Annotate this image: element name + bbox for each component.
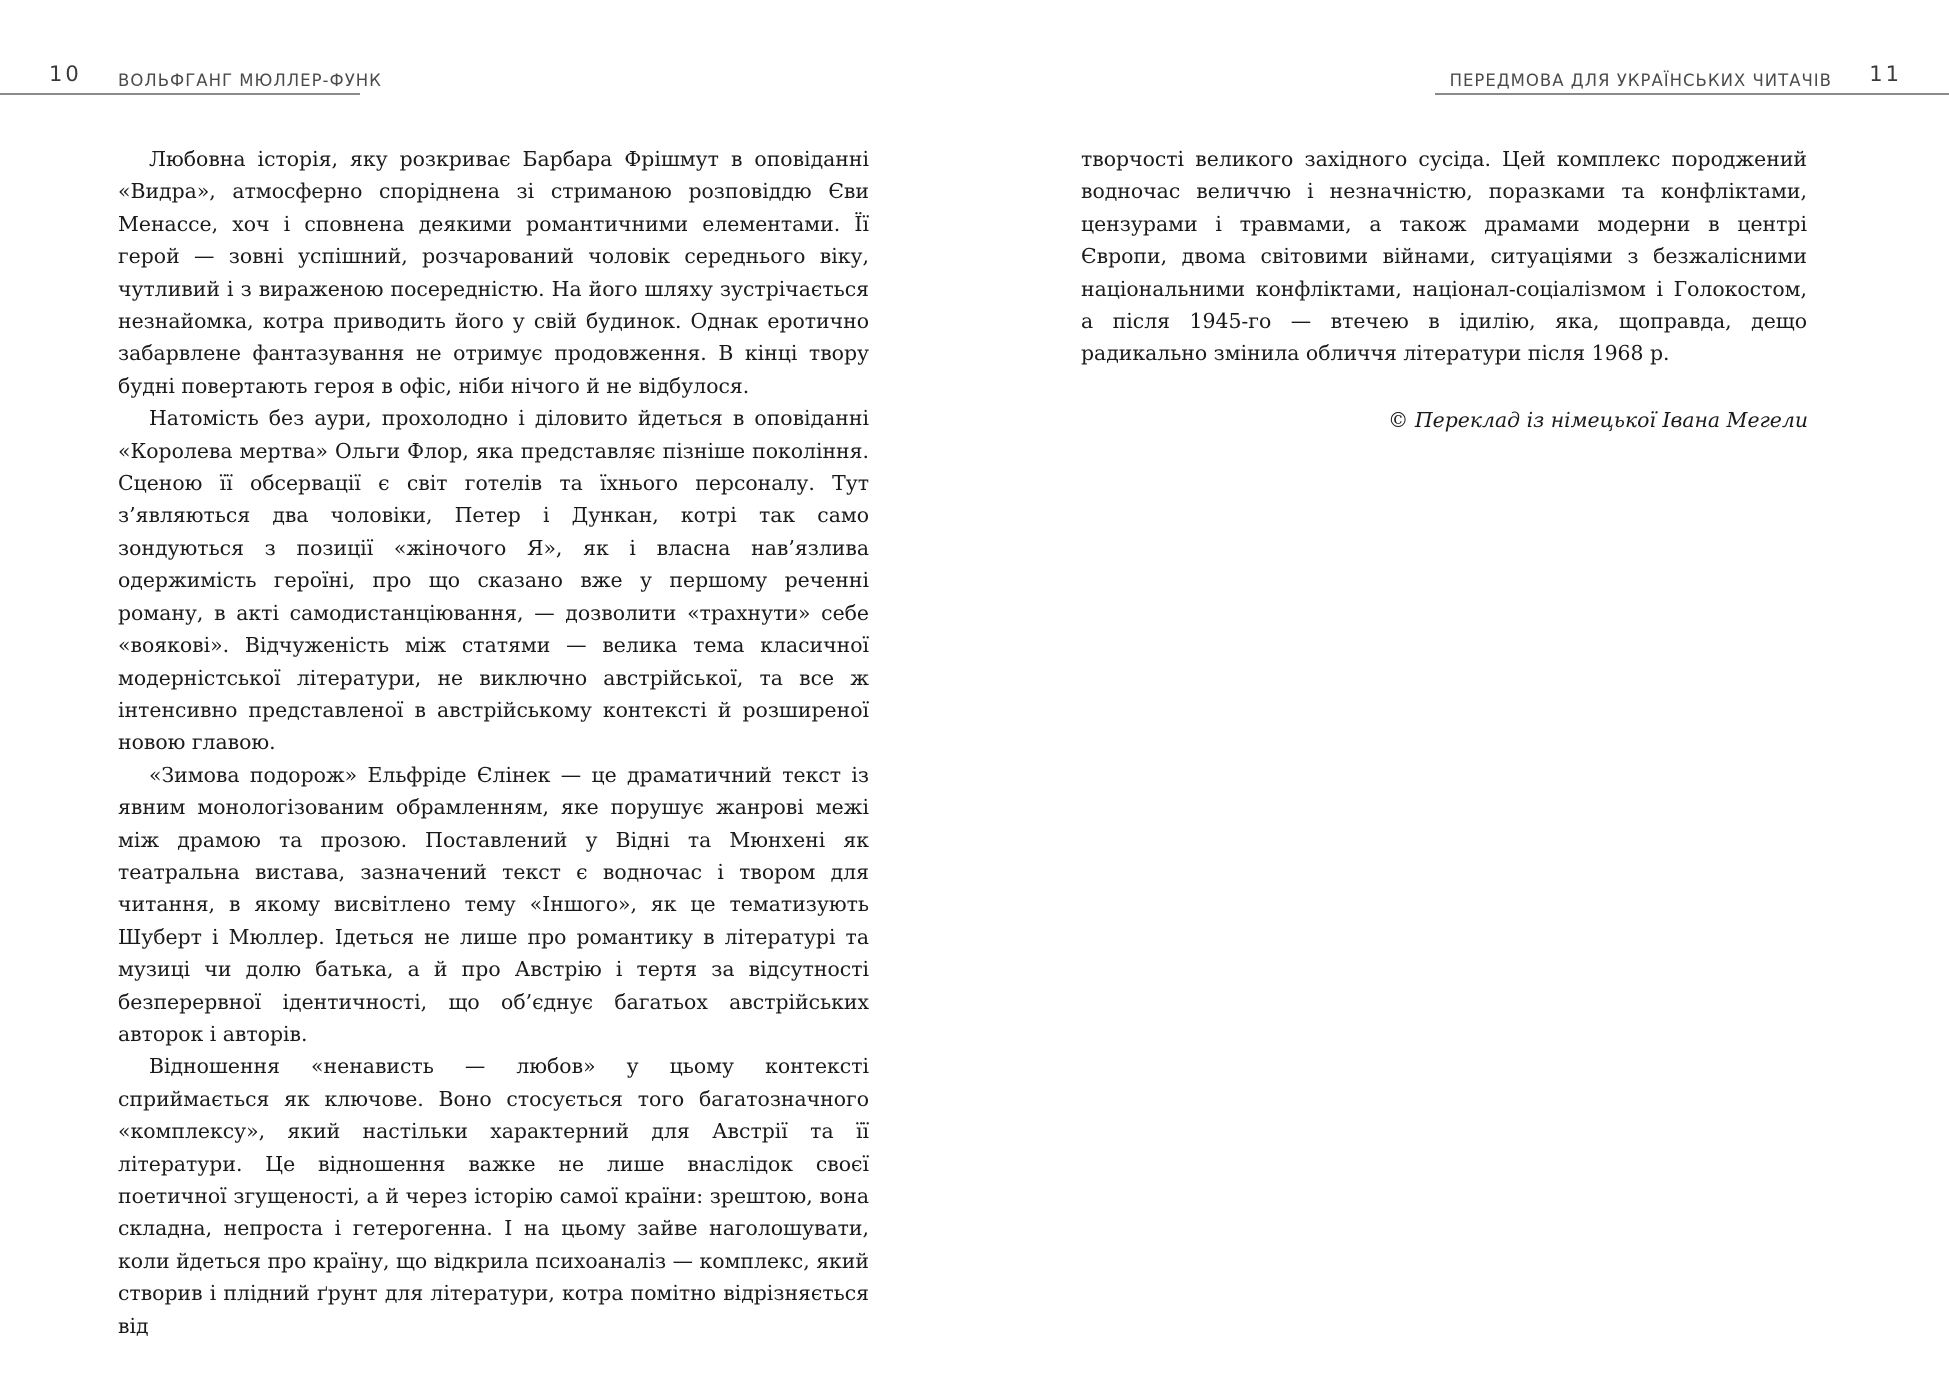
translator-credit: © Переклад із німецької Івана Мегели	[1388, 408, 1808, 432]
left-page	[0, 0, 974, 1388]
right-page	[974, 0, 1949, 1388]
page-number: 10	[49, 62, 82, 86]
paragraph: Любовна історія, яку розкриває Барбара Фрішмут в оповіданні «Видра», атмосферно споріднена зі стриманою розповіддю Єви Менассе, хоч і сповнена деякими романтичними елементами. Її герой — зовні успішний, розчарований чоловік середнього віку, чутливий і з вираженою посередністю. На його шляху зустрічається незнайомка, котра приводить його у свій будинок. Однак еротично забарвлене фантазування не отримує продовження. В кінці твору будні повертають героя в офіс, ніби нічого й не відбулося.	[118, 147, 869, 398]
main-text	[1081, 143, 1807, 370]
running-head-author: ВОЛЬФГАНГ МЮЛЛЕР-ФУНК	[118, 71, 382, 90]
paragraph: творчості великого західного сусіда. Цей комплекс породжений водночас величчю і незначністю, поразками та конфліктами, цензурами і травмами, а також драмами модерни в центрі Європи, двома світовими війнами, ситуаціями з безжалісними національними конфліктами, націонал-соціалізмом і Голокостом, а після 1945-го — втечею в ідилію, яка, щоправда, дещо радикально змінила обличчя літератури після 1968 р.	[1081, 147, 1807, 366]
main-text	[118, 143, 869, 1342]
paragraph: Відношення «ненависть — любов» у цьому контексті сприймається як ключове. Воно стосується того багатозначного «комплексу», який настільки характерний для Австрії та її літератури. Це відношення важке не лише внаслідок своєї поетичної згущеності, а й через історію самої країни: зрештою, вона складна, непроста і гетерогенна. І на цьому зайве наголошувати, коли йдеться про країну, що відкрила психоаналіз — комплекс, який створив і плідний ґрунт для літератури, котра помітно відрізняється від	[118, 1054, 869, 1338]
paragraph: «Зимова подорож» Ельфріде Єлінек — це драматичний текст із явним монологізованим обрамленням, яке порушує жанрові межі між драмою та прозою. Поставлений у Відні та Мюнхені як театральна вистава, зазначений текст є водночас і твором для читання, в якому висвітлено тему «Іншого», як це тематизують Шуберт і Мюллер. Ідеться не лише про романтику в літературі та музиці чи долю батька, а й про Австрію і тертя за відсутності безперервної ідентичності, що об’єднує багатьох австрійських авторок і авторів.	[118, 762, 869, 1046]
header-rule	[0, 93, 360, 95]
header-rule	[1435, 93, 1949, 95]
paragraph: Натомість без аури, прохолодно і діловито йдеться в оповіданні «Королева мертва» Ольги Флор, яка представляє пізніше покоління. Сценою її обсервації є світ готелів та їхнього персоналу. Тут з’являються два чоловіки, Петер і Дункан, котрі так само зондуються з позиції «жіночого Я», як і власна нав’язлива одержимість героїні, про що сказано вже у першому реченні роману, в акті самодистанціювання, — дозволити «трахнути» себе «воякові». Відчуженість між статями — велика тема класичної модерністської літератури, не виключно австрійської, та все ж інтенсивно представленої в австрійському контексті й розширеної новою главою.	[118, 406, 869, 755]
running-head-title: ПЕРЕДМОВА ДЛЯ УКРАЇНСЬКИХ ЧИТАЧІВ	[1449, 71, 1832, 90]
page-number: 11	[1869, 62, 1902, 86]
